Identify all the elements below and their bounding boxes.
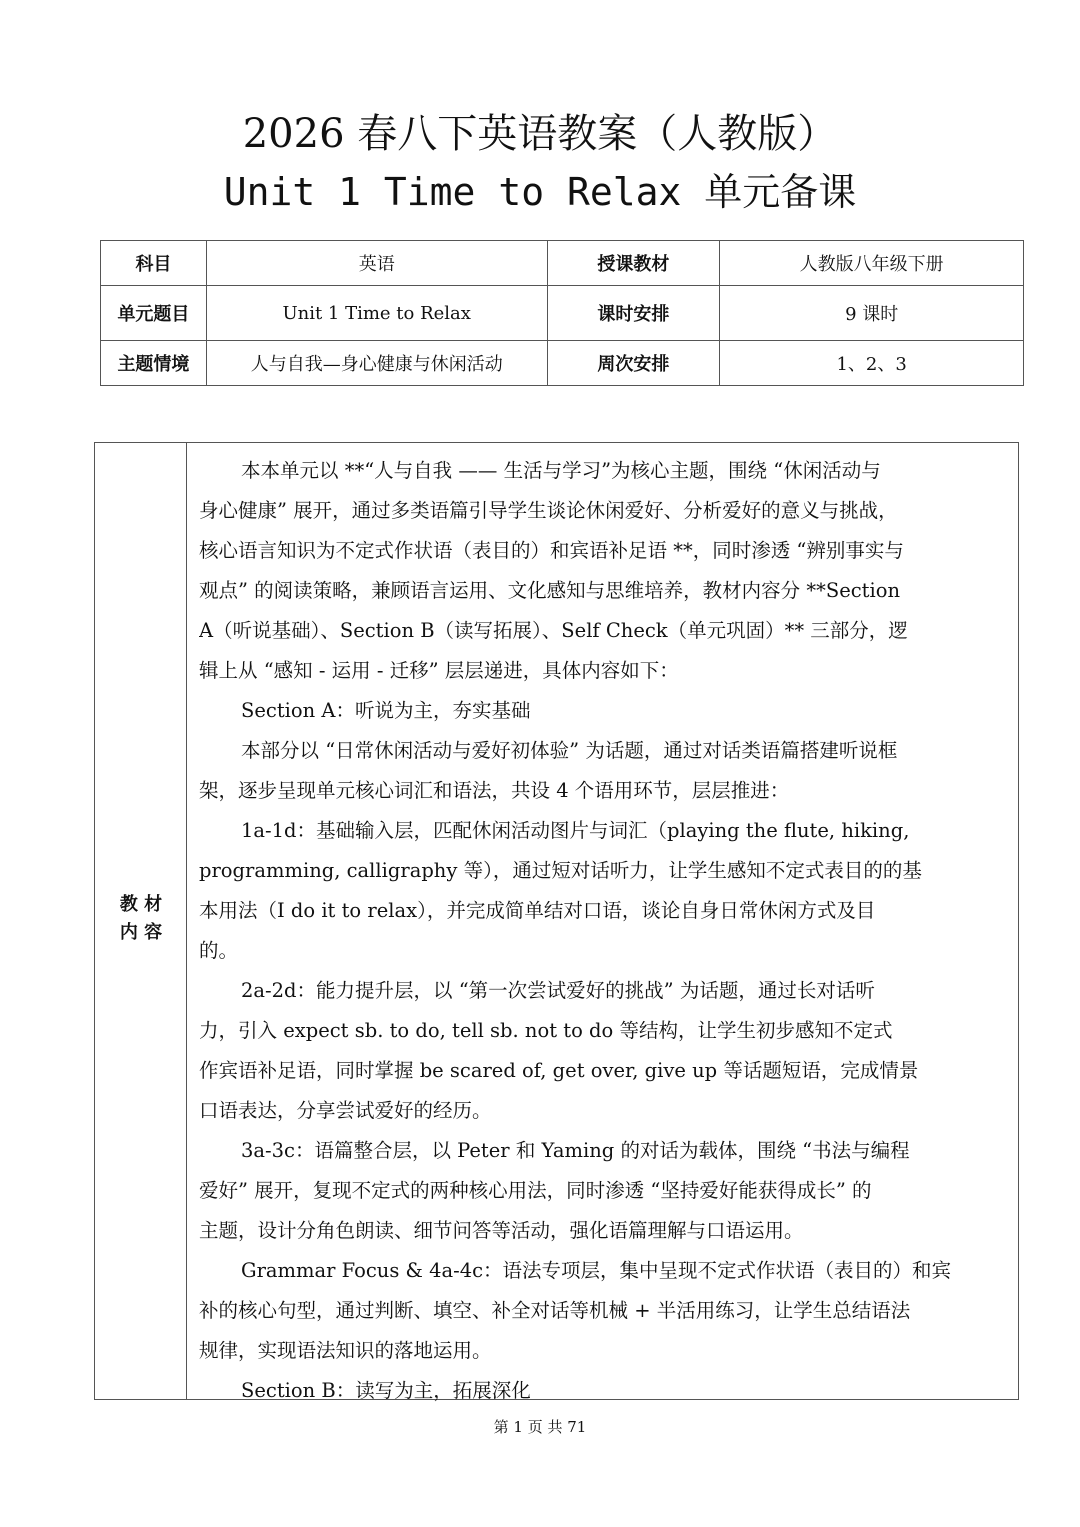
subject-label: 科目 [101, 241, 207, 286]
content-line: 本部分以 “日常休闲活动与爱好初体验” 为话题，通过对话类语篇搭建听说框 [241, 739, 898, 762]
content-line: 口语表达，分享尝试爱好的经历。 [199, 1099, 492, 1122]
content-line: 规律，实现语法知识的落地运用。 [199, 1339, 492, 1362]
content-line: 爱好” 展开，复现不定式的两种核心用法，同时渗透 “坚持爱好能获得成长” 的 [199, 1179, 872, 1202]
content-line: 补的核心句型，通过判断、填空、补全对话等机械 + 半活用练习，让学生总结语法 [199, 1299, 911, 1322]
content-line: 辑上从 “感知 - 运用 - 迁移” 层层递进，具体内容如下： [199, 659, 679, 682]
content-line: 2a-2d：能力提升层，以 “第一次尝试爱好的挑战” 为话题，通过长对话听 [241, 979, 875, 1002]
teaching-content-box [94, 442, 1019, 1400]
content-line: 本用法（I do it to relax），并完成简单结对口语，谈论自身日常休闲方式及目 [199, 899, 876, 922]
lesson-hours-value: 9 课时 [720, 286, 1024, 341]
content-line: 本本单元以 **“人与自我 —— 生活与学习”为核心主题，围绕 “休闲活动与 [241, 459, 881, 482]
unit-title-value: Unit 1 Time to Relax [206, 286, 547, 341]
content-line: Grammar Focus & 4a-4c：语法专项层，集中呈现不定式作状语（表目的）和宾 [241, 1259, 952, 1282]
page-footer: 第 1 页 共 71 [493, 1418, 587, 1436]
content-line: 1a-1d：基础输入层，匹配休闲活动图片与词汇（playing the flute, hiking, [241, 819, 910, 842]
textbook-label: 授课教材 [547, 241, 720, 286]
table-row [101, 241, 1024, 286]
course-info-table [100, 240, 1024, 386]
week-schedule-value: 1、2、3 [720, 341, 1024, 386]
section-b-heading: Section B：读写为主，拓展深化 [241, 1379, 531, 1402]
table-row [101, 341, 1024, 386]
document-title-line2: Unit 1 Time to Relax 单元备课 [223, 170, 857, 214]
week-schedule-label: 周次安排 [547, 341, 720, 386]
content-line: programming, calligraphy 等），通过短对话听力，让学生感知不定式表目的的基 [199, 859, 922, 882]
textbook-value: 人教版八年级下册 [720, 241, 1024, 286]
content-line: 架，逐步呈现单元核心词汇和语法，共设 4 个语用环节，层层推进： [199, 779, 790, 802]
theme-label: 主题情境 [101, 341, 207, 386]
content-label-column [95, 443, 187, 1399]
section-a-heading: Section A：听说为主，夯实基础 [241, 699, 531, 722]
document-title-line1: 2026 春八下英语教案（人教版） [242, 111, 838, 157]
content-label: 教 材 内 容 [119, 894, 163, 943]
content-line: 核心语言知识为不定式作状语（表目的）和宾语补足语 **，同时渗透 “辨别事实与 [199, 539, 904, 562]
content-body [199, 451, 1011, 1411]
theme-value: 人与自我—身心健康与休闲活动 [206, 341, 547, 386]
subject-value: 英语 [206, 241, 547, 286]
unit-title-label: 单元题目 [101, 286, 207, 341]
table-row [101, 286, 1024, 341]
content-line: 力，引入 expect sb. to do, tell sb. not to do 等结构，让学生初步感知不定式 [199, 1019, 893, 1042]
content-line: 身心健康” 展开，通过多类语篇引导学生谈论休闲爱好、分析爱好的意义与挑战， [199, 499, 898, 522]
content-line: 主题，设计分角色朗读、细节问答等活动，强化语篇理解与口语运用。 [199, 1219, 804, 1242]
content-line: 观点” 的阅读策略，兼顾语言运用、文化感知与思维培养，教材内容分 **Section [199, 579, 901, 602]
content-line: 3a-3c：语篇整合层，以 Peter 和 Yaming 的对话为载体，围绕 “书法与编程 [241, 1139, 910, 1162]
content-line: 作宾语补足语，同时掌握 be scared of, get over, give up 等话题短语，完成情景 [199, 1059, 919, 1082]
content-line: 的。 [199, 939, 239, 962]
content-line: A（听说基础）、Section B（读写拓展）、Self Check（单元巩固）** 三部分，逻 [199, 619, 908, 642]
lesson-hours-label: 课时安排 [547, 286, 720, 341]
